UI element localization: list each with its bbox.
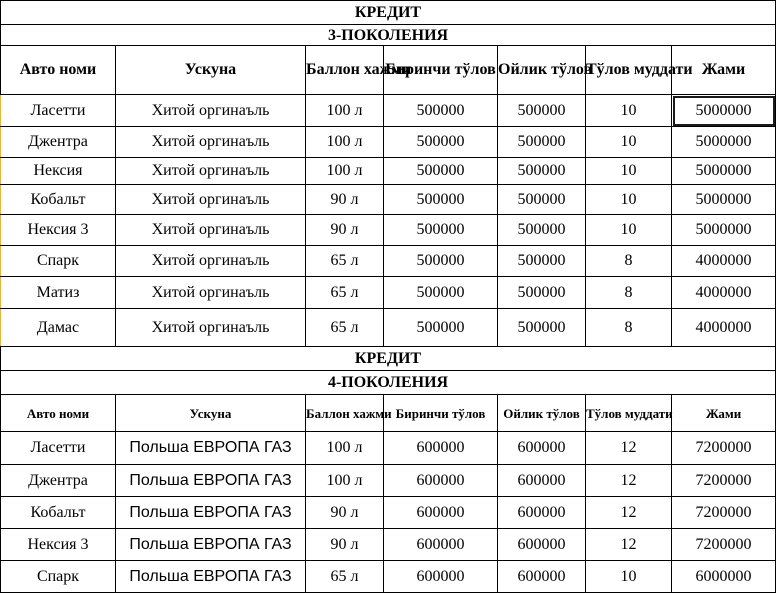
table-cell[interactable]: 90 л [306,529,384,561]
selected-cell[interactable]: 5000000 [672,95,776,127]
table-cell[interactable]: 5000000 [672,127,776,158]
table-cell[interactable]: 600000 [384,465,498,497]
table-row [1,561,776,593]
table-row [1,246,776,277]
table-row [1,185,776,215]
table-cell[interactable]: 100 л [306,127,384,158]
section1-header-row [1,46,776,95]
table-cell[interactable]: Польша ЕВРОПА ГАЗ [116,561,306,593]
header-cell[interactable]: Тўлов муддати [586,395,672,432]
table-row [1,277,776,309]
header-cell[interactable]: Авто номи [1,395,116,432]
table-cell[interactable]: Польша ЕВРОПА ГАЗ [116,432,306,465]
table-cell[interactable]: 65 л [306,277,384,309]
table-cell[interactable]: 8 [586,246,672,277]
table-cell[interactable]: 600000 [384,529,498,561]
header-cell[interactable]: Ойлик тўлов [498,395,586,432]
table-cell[interactable]: 500000 [384,127,498,158]
table-cell[interactable]: 500000 [384,95,498,127]
table-cell[interactable]: Матиз [1,277,116,309]
table-cell[interactable]: 500000 [498,185,586,215]
table-cell[interactable]: 5000000 [672,158,776,185]
table-cell[interactable]: Польша ЕВРОПА ГАЗ [116,465,306,497]
header-cell[interactable]: Биринчи тўлов [384,395,498,432]
header-cell[interactable]: Ускуна [116,46,306,95]
table-cell[interactable]: Хитой оргинаъль [116,127,306,158]
table-cell[interactable]: Джентра [1,127,116,158]
table-row [1,158,776,185]
table-cell[interactable]: Нексия 3 [1,215,116,246]
table-cell[interactable]: Хитой оргинаъль [116,277,306,309]
table-cell[interactable]: Польша ЕВРОПА ГАЗ [116,497,306,529]
header-cell[interactable]: Биринчи тўлов [384,46,498,95]
table-row [1,215,776,246]
table-cell[interactable]: Хитой оргинаъль [116,185,306,215]
table-cell[interactable]: 500000 [498,158,586,185]
table-cell[interactable]: 10 [586,185,672,215]
table-cell[interactable]: 12 [586,432,672,465]
table-cell[interactable]: 10 [586,127,672,158]
table-cell[interactable]: Ласетти [1,95,116,127]
table-cell[interactable]: 6000000 [672,561,776,593]
table-cell[interactable]: Нексия [1,158,116,185]
table-cell[interactable]: Ласетти [1,432,116,465]
table-cell[interactable]: Дамас [1,309,116,347]
table-cell[interactable]: 100 л [306,158,384,185]
table-cell[interactable]: 600000 [498,497,586,529]
table-cell[interactable]: 12 [586,497,672,529]
table-cell[interactable]: 10 [586,95,672,127]
section1-subtitle[interactable]: 3-ПОКОЛЕНИЯ [1,25,776,46]
table-cell[interactable]: 100 л [306,95,384,127]
section1-title-row [1,1,776,25]
table-cell[interactable]: 8 [586,309,672,347]
table-row [1,309,776,347]
table-cell[interactable]: 10 [586,158,672,185]
table-cell[interactable]: Хитой оргинаъль [116,309,306,347]
table-cell[interactable]: 600000 [498,465,586,497]
table-cell[interactable]: 500000 [498,309,586,347]
table-cell[interactable]: 500000 [384,309,498,347]
table-cell[interactable]: 8 [586,277,672,309]
table-cell[interactable]: 500000 [498,127,586,158]
table-cell[interactable]: 600000 [498,432,586,465]
table-cell[interactable]: 7200000 [672,432,776,465]
table-cell[interactable]: 500000 [384,158,498,185]
table-cell[interactable]: 65 л [306,246,384,277]
table-cell[interactable]: 10 [586,561,672,593]
table-cell[interactable]: 10 [586,215,672,246]
section2-title-row [1,347,776,371]
table-cell[interactable]: 500000 [498,246,586,277]
table-cell[interactable]: 600000 [384,561,498,593]
table-cell[interactable]: Кобальт [1,185,116,215]
header-cell[interactable]: Ойлик тўлов [498,46,586,95]
table-cell[interactable]: Нексия 3 [1,529,116,561]
table-cell[interactable]: 600000 [498,561,586,593]
header-cell[interactable]: Жами [672,46,776,95]
table-cell[interactable]: Спарк [1,561,116,593]
section2-subtitle-row [1,371,776,395]
section2-subtitle[interactable]: 4-ПОКОЛЕНИЯ [1,371,776,395]
section2-title[interactable]: КРЕДИТ [1,347,776,371]
table-cell[interactable]: 500000 [384,185,498,215]
header-cell[interactable]: Авто номи [1,46,116,95]
table-cell[interactable]: 12 [586,529,672,561]
table-cell[interactable]: 4000000 [672,309,776,347]
table-cell[interactable]: Польша ЕВРОПА ГАЗ [116,529,306,561]
table-cell[interactable]: 7200000 [672,465,776,497]
table-cell[interactable]: Хитой оргинаъль [116,95,306,127]
table-cell[interactable]: 500000 [384,246,498,277]
table-cell[interactable]: 500000 [498,215,586,246]
table-cell[interactable]: 7200000 [672,529,776,561]
table-row [1,432,776,465]
table-cell[interactable]: 600000 [384,432,498,465]
table-cell[interactable]: 90 л [306,215,384,246]
table-cell[interactable]: 600000 [498,529,586,561]
header-cell[interactable]: Жами [672,395,776,432]
table-cell[interactable]: Хитой оргинаъль [116,246,306,277]
table-cell[interactable]: 5000000 [672,185,776,215]
section2-header-row [1,395,776,432]
table-cell[interactable]: Спарк [1,246,116,277]
table-cell[interactable]: 500000 [498,95,586,127]
table-cell[interactable]: 5000000 [672,215,776,246]
header-cell[interactable]: Баллон хажми [306,46,384,95]
section1-subtitle-row [1,25,776,46]
table-cell[interactable]: 90 л [306,497,384,529]
table-row [1,465,776,497]
table-cell[interactable]: Хитой оргинаъль [116,158,306,185]
table-cell[interactable]: 4000000 [672,246,776,277]
table-cell[interactable]: 100 л [306,465,384,497]
table-row [1,127,776,158]
table-row [1,497,776,529]
table-row [1,529,776,561]
table-cell[interactable]: 100 л [306,432,384,465]
table-cell[interactable]: 600000 [384,497,498,529]
table-cell[interactable]: 500000 [384,277,498,309]
header-cell[interactable]: Баллон хажми [306,395,384,432]
table-cell[interactable]: 500000 [498,277,586,309]
table-cell[interactable]: 500000 [384,215,498,246]
table-cell[interactable]: Кобальт [1,497,116,529]
table-cell[interactable]: 7200000 [672,497,776,529]
table-cell[interactable]: 12 [586,465,672,497]
table-cell[interactable]: 4000000 [672,277,776,309]
header-cell[interactable]: Тўлов муддати [586,46,672,95]
table-row [1,95,776,127]
header-cell[interactable]: Ускуна [116,395,306,432]
table-cell[interactable]: Хитой оргинаъль [116,215,306,246]
table-cell[interactable]: 90 л [306,185,384,215]
table-cell[interactable]: 65 л [306,309,384,347]
section1-title[interactable]: КРЕДИТ [1,1,776,25]
table-cell[interactable]: 65 л [306,561,384,593]
table-cell[interactable]: Джентра [1,465,116,497]
